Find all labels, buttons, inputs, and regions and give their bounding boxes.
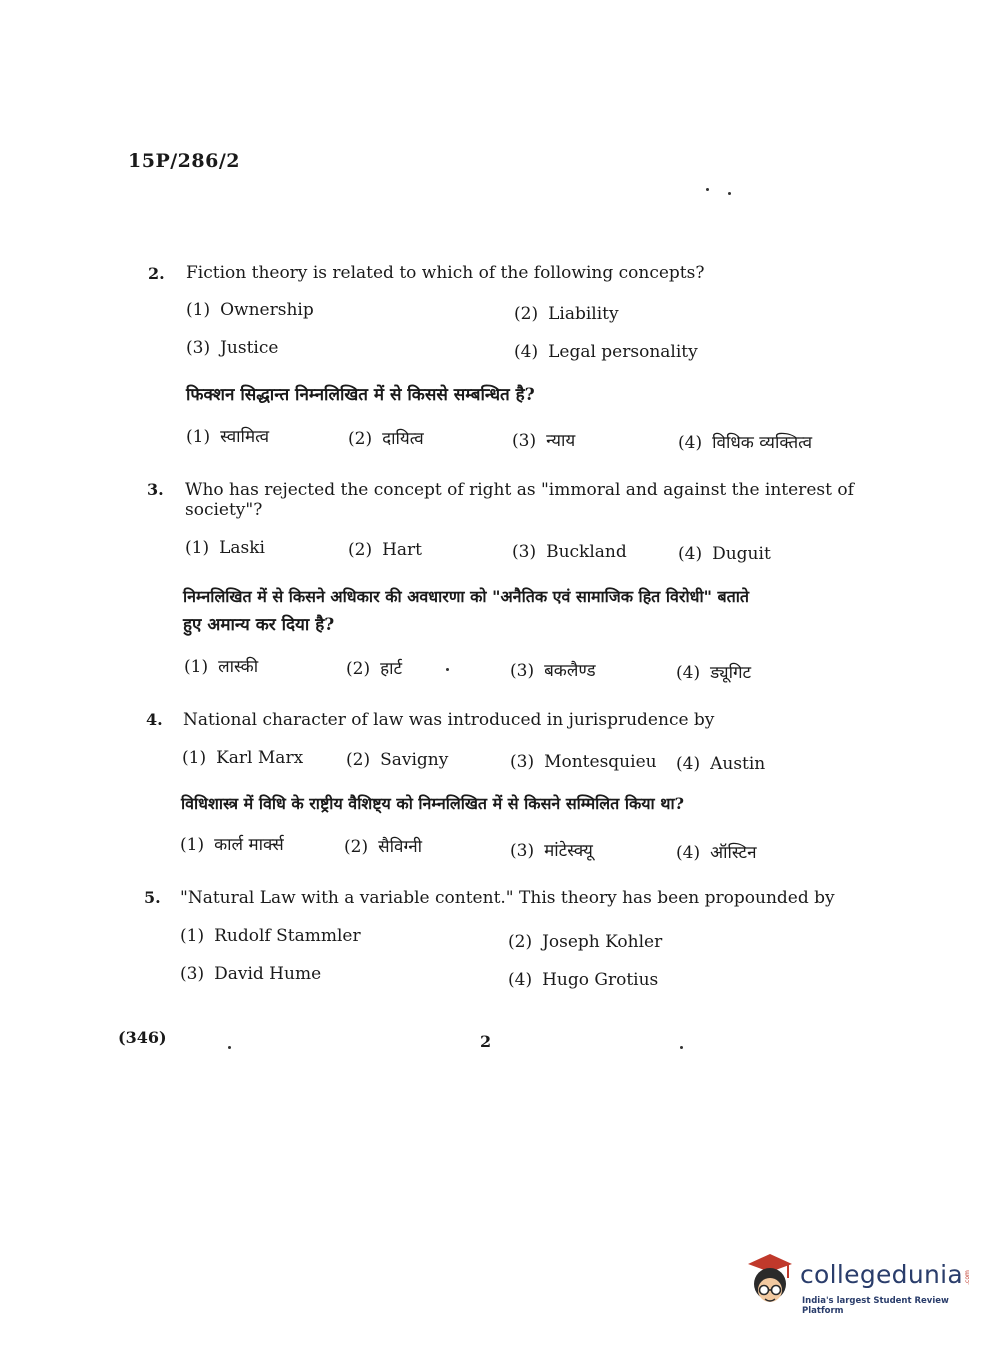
- question-text-hi-line2: हुए अमान्य कर दिया है?: [183, 615, 335, 635]
- option-en-3: (3) Justice: [186, 338, 279, 358]
- scan-speck: [446, 668, 449, 671]
- scan-speck: [228, 1046, 231, 1049]
- logo-domain: .com: [963, 1270, 971, 1285]
- logo-tagline: India's largest Student Review Platform: [802, 1296, 949, 1316]
- question-number: 3.: [147, 480, 164, 499]
- option-hi-1: (1) कार्ल मार्क्स: [180, 835, 284, 855]
- question-text-en: National character of law was introduced in jurisprudence by: [183, 710, 715, 730]
- option-en-3: (3) Montesquieu: [510, 752, 657, 772]
- option-en-2: (2) Joseph Kohler: [508, 932, 663, 952]
- option-hi-4: (4) ऑस्टिन: [676, 843, 757, 863]
- question-text-en-line1: Who has rejected the concept of right as "immoral and against the interest of: [185, 480, 854, 500]
- option-hi-2: (2) दायित्व: [348, 429, 424, 449]
- scan-speck: [706, 188, 709, 191]
- footer-code: (346): [118, 1028, 167, 1047]
- question-text-en-line2: society"?: [185, 500, 263, 520]
- question-text-hi-line1: निम्नलिखित में से किसने अधिकार की अवधारणा को "अनैतिक एवं सामाजिक हित विरोधी" बताते: [183, 587, 750, 606]
- option-en-4: (4) Hugo Grotius: [508, 970, 659, 990]
- question-text-en: "Natural Law with a variable content." This theory has been propounded by: [180, 888, 835, 908]
- option-hi-2: (2) हार्ट: [346, 659, 403, 679]
- option-en-1: (1) Karl Marx: [182, 748, 304, 768]
- logo-brand: collegedunia: [800, 1260, 963, 1289]
- question-number: 5.: [144, 888, 161, 907]
- option-hi-3: (3) बकलैण्ड: [510, 661, 596, 681]
- option-en-3: (3) David Hume: [180, 964, 322, 984]
- option-en-4: (4) Duguit: [678, 544, 771, 564]
- question-number: 2.: [148, 264, 165, 283]
- option-en-1: (1) Ownership: [186, 300, 314, 320]
- option-hi-1: (1) स्वामित्व: [186, 427, 270, 447]
- option-hi-3: (3) न्याय: [512, 431, 576, 451]
- option-en-4: (4) Austin: [676, 754, 766, 774]
- option-en-1: (1) Laski: [185, 538, 265, 558]
- question-number: 4.: [146, 710, 163, 729]
- option-en-1: (1) Rudolf Stammler: [180, 926, 361, 946]
- question-text-hi: फिक्शन सिद्धान्त निम्नलिखित में से किससे सम्बन्धित है?: [186, 385, 535, 405]
- question-text-hi: विधिशास्त्र में विधि के राष्ट्रीय वैशिष्ट्य को निम्नलिखित में से किसने सम्मिलित किया था?: [181, 794, 685, 813]
- mascot-icon: [742, 1250, 798, 1310]
- option-en-4: (4) Legal personality: [514, 342, 698, 362]
- option-hi-3: (3) मांटेस्क्यू: [510, 841, 593, 861]
- option-hi-4: (4) विधिक व्यक्तित्व: [678, 433, 813, 453]
- question-text-en: Fiction theory is related to which of the following concepts?: [186, 263, 705, 283]
- option-hi-1: (1) लास्की: [184, 657, 259, 677]
- option-en-2: (2) Savigny: [346, 750, 449, 770]
- paper-code: 15P/286/2: [128, 150, 240, 172]
- option-en-2: (2) Hart: [348, 540, 423, 560]
- option-hi-2: (2) सैविग्नी: [344, 837, 423, 857]
- scan-speck: [680, 1046, 683, 1049]
- scan-speck: [728, 192, 731, 195]
- collegedunia-logo: [742, 1250, 972, 1320]
- option-en-2: (2) Liability: [514, 304, 619, 324]
- option-en-3: (3) Buckland: [512, 542, 627, 562]
- option-hi-4: (4) ड्यूगिट: [676, 663, 752, 683]
- page-number: 2: [480, 1032, 492, 1051]
